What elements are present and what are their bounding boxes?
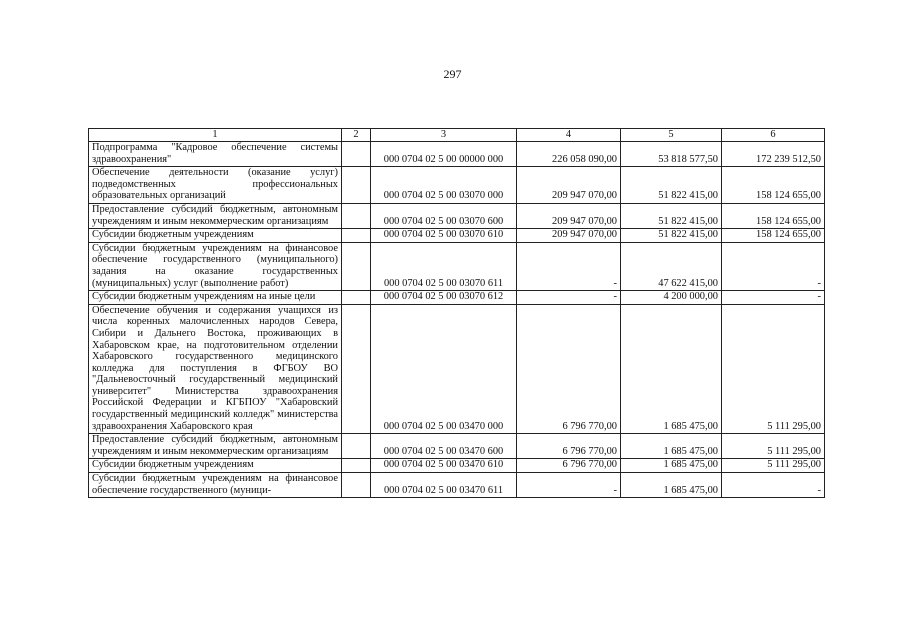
row-col2	[342, 304, 371, 434]
row-value-6: 158 124 655,00	[722, 167, 825, 204]
row-value-6: 5 111 295,00	[722, 434, 825, 459]
row-name: Субсидии бюджетным учреждениям на финансовое обеспечение государственного (муниципального) задания на оказание государственных (муниципальных) услуг (выполнение работ)	[89, 242, 342, 290]
row-value-6: -	[722, 473, 825, 498]
row-value-4: 209 947 070,00	[517, 203, 621, 228]
table-row	[89, 142, 825, 167]
row-value-6: 172 239 512,50	[722, 142, 825, 167]
row-col2	[342, 229, 371, 243]
table-row	[89, 473, 825, 498]
row-code: 000 0704 02 5 00 03470 000	[371, 304, 517, 434]
column-header-2: 2	[342, 129, 371, 142]
row-value-6: 158 124 655,00	[722, 229, 825, 243]
row-name: Предоставление субсидий бюджетным, автономным учреждениям и иным некоммерческим организациям	[89, 434, 342, 459]
row-value-6: -	[722, 242, 825, 290]
row-name: Обеспечение обучения и содержания учащихся из числа коренных малочисленных народов Севера, Сибири и Дальнего Востока, проживающих в Хабаровском крае, на подготовительном отделении Хабаровского государственного медицинского колледжа для поступления в ФГБОУ ВО "Дальневосточный государственный медицинский университет" Министерства здравоохранения Российской Федерации и КГБПОУ "Хабаровский государственный медицинский колледж" министерства здравоохранения Хабаровского края	[89, 304, 342, 434]
row-name: Субсидии бюджетным учреждениям	[89, 229, 342, 243]
table-row	[89, 242, 825, 290]
row-code: 000 0704 02 5 00 03070 000	[371, 167, 517, 204]
row-code: 000 0704 02 5 00 03470 610	[371, 459, 517, 473]
row-col2	[342, 142, 371, 167]
row-name: Субсидии бюджетным учреждениям	[89, 459, 342, 473]
table-row	[89, 167, 825, 204]
row-code: 000 0704 02 5 00 03070 611	[371, 242, 517, 290]
row-value-6: 158 124 655,00	[722, 203, 825, 228]
row-name: Подпрограмма "Кадровое обеспечение системы здравоохранения"	[89, 142, 342, 167]
header-row	[89, 129, 825, 142]
row-value-6: 5 111 295,00	[722, 304, 825, 434]
row-value-4: 6 796 770,00	[517, 304, 621, 434]
row-code: 000 0704 02 5 00 03470 611	[371, 473, 517, 498]
row-code: 000 0704 02 5 00 03070 612	[371, 291, 517, 305]
row-code: 000 0704 02 5 00 03070 610	[371, 229, 517, 243]
row-value-5: 47 622 415,00	[621, 242, 722, 290]
table-row	[89, 434, 825, 459]
row-value-6: -	[722, 291, 825, 305]
column-header-4: 4	[517, 129, 621, 142]
table-row	[89, 203, 825, 228]
row-value-4: 226 058 090,00	[517, 142, 621, 167]
row-value-4: -	[517, 242, 621, 290]
row-value-4: 6 796 770,00	[517, 459, 621, 473]
row-value-4: -	[517, 473, 621, 498]
table-row	[89, 304, 825, 434]
row-value-5: 53 818 577,50	[621, 142, 722, 167]
row-name: Субсидии бюджетным учреждениям на финансовое обеспечение государственного (муници-	[89, 473, 342, 498]
row-value-4: 6 796 770,00	[517, 434, 621, 459]
row-col2	[342, 434, 371, 459]
row-value-5: 1 685 475,00	[621, 304, 722, 434]
column-header-3: 3	[371, 129, 517, 142]
row-value-5: 51 822 415,00	[621, 229, 722, 243]
table-row	[89, 459, 825, 473]
column-header-6: 6	[722, 129, 825, 142]
row-name: Обеспечение деятельности (оказание услуг) подведомственных профессиональных образовательных организаций	[89, 167, 342, 204]
budget-table	[88, 128, 825, 498]
row-code: 000 0704 02 5 00 03470 600	[371, 434, 517, 459]
table-row	[89, 291, 825, 305]
column-header-1: 1	[89, 129, 342, 142]
row-value-5: 51 822 415,00	[621, 167, 722, 204]
row-value-5: 4 200 000,00	[621, 291, 722, 305]
row-col2	[342, 203, 371, 228]
row-code: 000 0704 02 5 00 03070 600	[371, 203, 517, 228]
page-number: 297	[443, 67, 462, 81]
row-col2	[342, 167, 371, 204]
row-value-5: 1 685 475,00	[621, 459, 722, 473]
row-col2	[342, 242, 371, 290]
row-col2	[342, 291, 371, 305]
row-name: Предоставление субсидий бюджетным, автономным учреждениям и иным некоммерческим организациям	[89, 203, 342, 228]
row-col2	[342, 473, 371, 498]
row-value-5: 1 685 475,00	[621, 473, 722, 498]
row-value-4: 209 947 070,00	[517, 229, 621, 243]
row-value-4: -	[517, 291, 621, 305]
row-value-4: 209 947 070,00	[517, 167, 621, 204]
row-value-5: 1 685 475,00	[621, 434, 722, 459]
row-value-5: 51 822 415,00	[621, 203, 722, 228]
row-col2	[342, 459, 371, 473]
row-name: Субсидии бюджетным учреждениям на иные цели	[89, 291, 342, 305]
row-value-6: 5 111 295,00	[722, 459, 825, 473]
column-header-5: 5	[621, 129, 722, 142]
row-code: 000 0704 02 5 00 00000 000	[371, 142, 517, 167]
table-row	[89, 229, 825, 243]
